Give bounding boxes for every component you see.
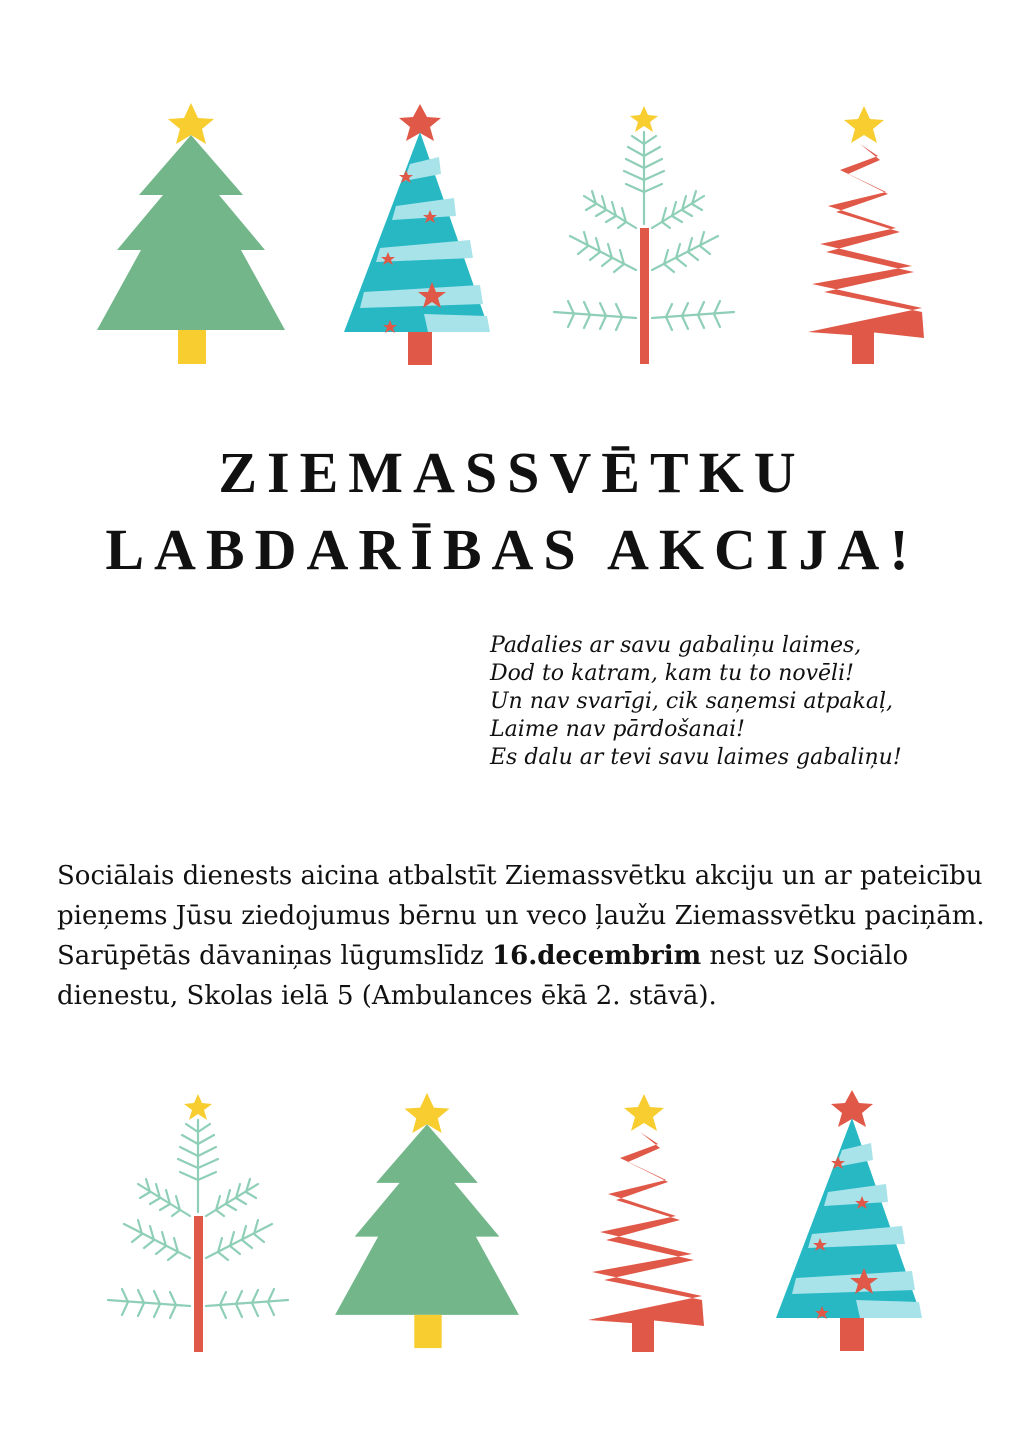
green-tree-icon [331, 1090, 523, 1352]
poem-line: Padalies ar savu gabaliņu laimes, [490, 633, 862, 658]
announcement-paragraph-1: Sociālais dienests aicina atbalstīt Ziemassvētku akciju un ar pateicību pieņems Jūsu ziedojumus bērnu un veco ļaužu Ziemassvētku paciņām. [57, 861, 985, 931]
title-line-2: LABDARĪBAS AKCIJA! [105, 517, 919, 582]
red-zigzag-tree-icon [584, 1092, 706, 1354]
poem-line: Un nav svarīgi, cik saņemsi atpakaļ, [490, 689, 893, 714]
teal-striped-tree-icon [772, 1088, 927, 1353]
poem [490, 632, 990, 772]
poem-line: Laime nav pārdošanai! [490, 717, 745, 742]
pine-branch-tree-icon [548, 104, 740, 366]
announcement-text [57, 856, 997, 1016]
green-tree-icon [95, 100, 287, 368]
pine-branch-tree-icon [102, 1092, 294, 1354]
announcement-paragraph-2 [57, 936, 997, 1016]
announcement-text-part: nest uz Sociālo dienestu, Skolas ielā 5 (Ambulances ēkā 2. stāvā). [57, 941, 909, 1011]
deadline-date: 16.decembrim [492, 941, 702, 971]
announcement-text-part: Sarūpētās dāvaniņas lūgumslīdz [57, 941, 493, 971]
red-zigzag-tree-icon [804, 104, 926, 366]
poem-line: Dod to katram, kam tu to novēli! [490, 661, 854, 686]
teal-striped-tree-icon [340, 102, 495, 367]
poem-line: Es dalu ar tevi savu laimes gabaliņu! [490, 745, 902, 770]
title-line-1: ZIEMASSVĒTKU [218, 440, 806, 505]
